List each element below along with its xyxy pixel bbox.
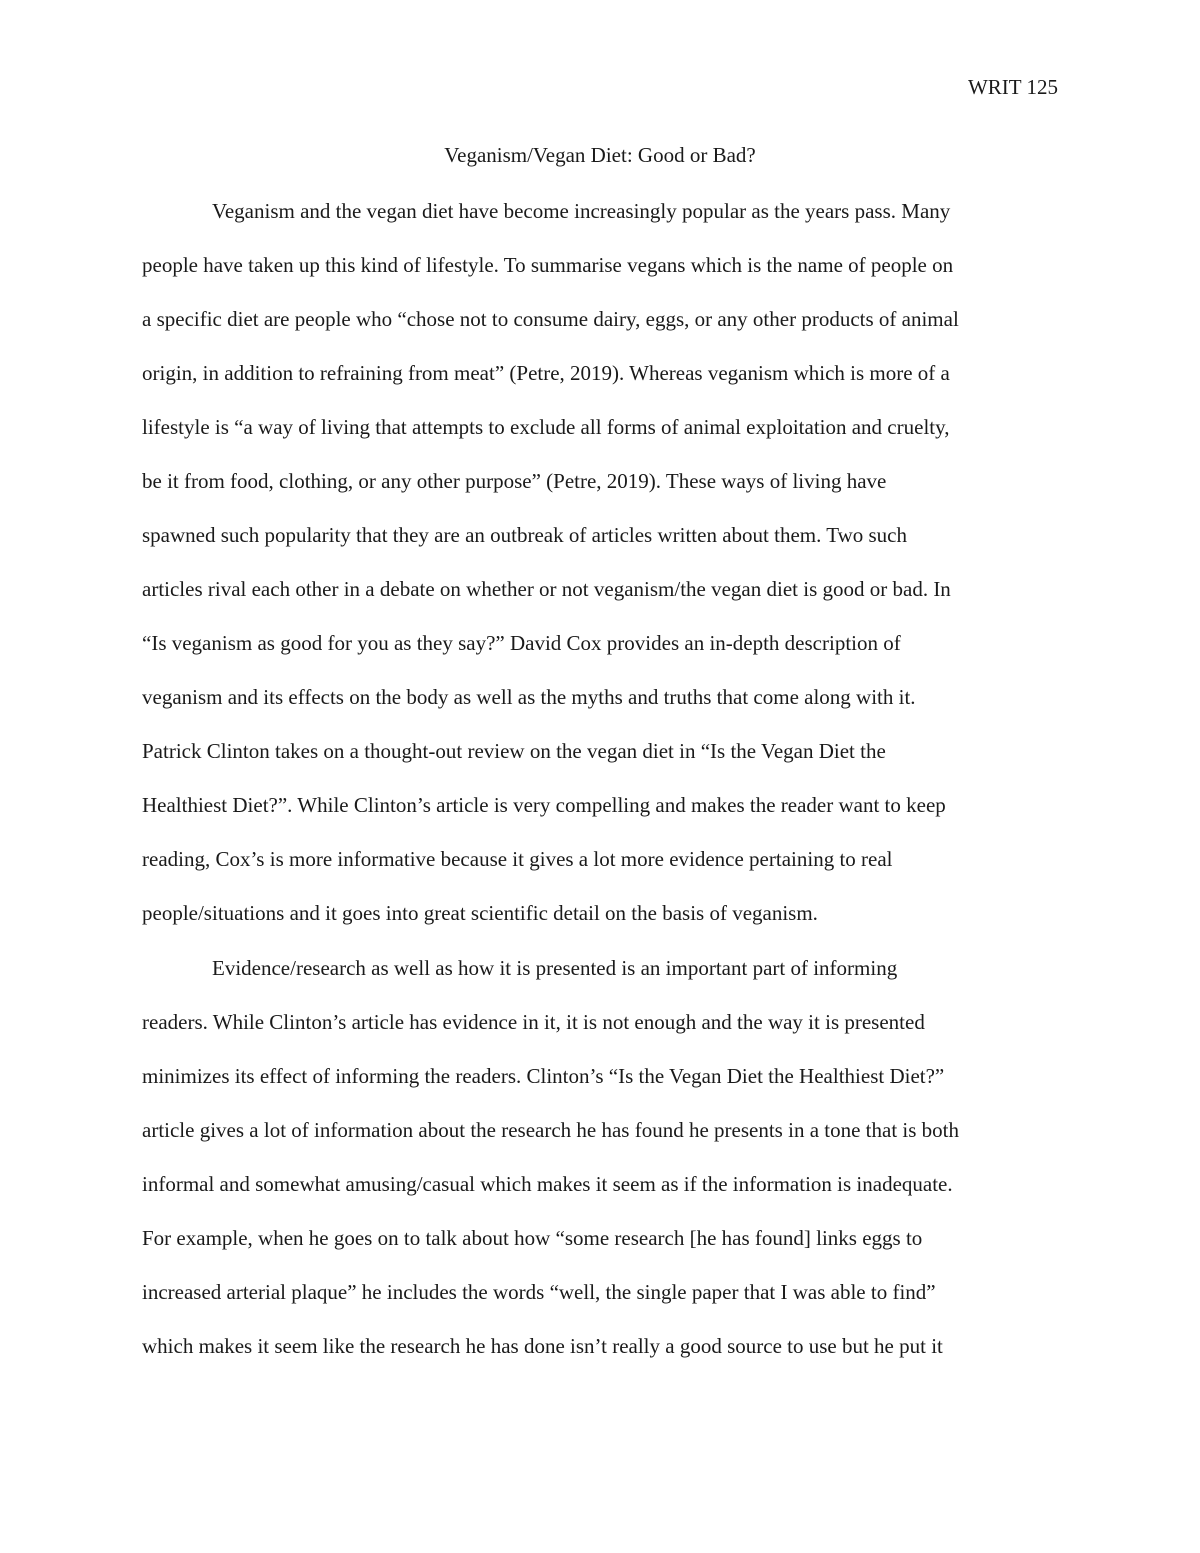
running-head: WRIT 125 xyxy=(967,75,1058,99)
paragraph-2-line-8: which makes it seem like the research he has done isn’t really a good source to use but he put it xyxy=(142,1334,943,1358)
paragraph-2-line-6: For example, when he goes on to talk about how “some research [he has found] links eggs to xyxy=(142,1226,923,1250)
paragraph-1-line-1: Veganism and the vegan diet have become increasingly popular as the years pass. Many xyxy=(212,199,951,223)
paragraph-1-line-4: origin, in addition to refraining from meat” (Petre, 2019). Whereas veganism which is more of a xyxy=(142,361,950,385)
paragraph-1-line-9: “Is veganism as good for you as they say?” David Cox provides an in-depth description of xyxy=(142,631,901,655)
paragraph-1-line-2: people have taken up this kind of lifestyle. To summarise vegans which is the name of people on xyxy=(142,253,954,277)
paragraph-2-line-4: article gives a lot of information about the research he has found he presents in a tone that is both xyxy=(142,1118,960,1142)
paragraph-1-line-13: reading, Cox’s is more informative because it gives a lot more evidence pertaining to real xyxy=(142,847,893,871)
paragraph-1-line-14: people/situations and it goes into great scientific detail on the basis of veganism. xyxy=(142,901,818,925)
paragraph-2-line-7: increased arterial plaque” he includes the words “well, the single paper that I was able to find” xyxy=(142,1280,936,1304)
paragraph-2-line-1: Evidence/research as well as how it is presented is an important part of informing xyxy=(212,956,898,980)
paragraph-1-line-8: articles rival each other in a debate on whether or not veganism/the vegan diet is good or bad. In xyxy=(142,577,951,601)
paragraph-1-line-11: Patrick Clinton takes on a thought-out review on the vegan diet in “Is the Vegan Diet the xyxy=(142,739,886,763)
paragraph-1-line-3: a specific diet are people who “chose not to consume dairy, eggs, or any other products of animal xyxy=(142,307,959,331)
paragraph-1-line-7: spawned such popularity that they are an outbreak of articles written about them. Two such xyxy=(142,523,908,547)
paragraph-1-line-12: Healthiest Diet?”. While Clinton’s article is very compelling and makes the reader want to keep xyxy=(142,793,946,817)
paragraph-2-line-2: readers. While Clinton’s article has evidence in it, it is not enough and the way it is presented xyxy=(142,1010,925,1034)
essay-title: Veganism/Vegan Diet: Good or Bad? xyxy=(444,143,756,167)
paragraph-1-line-10: veganism and its effects on the body as well as the myths and truths that come along with it. xyxy=(142,685,916,709)
paragraph-2-line-3: minimizes its effect of informing the readers. Clinton’s “Is the Vegan Diet the Healthiest Diet?” xyxy=(142,1064,945,1088)
paragraph-2-line-5: informal and somewhat amusing/casual which makes it seem as if the information is inadequate. xyxy=(142,1172,953,1196)
paragraph-1-line-6: be it from food, clothing, or any other purpose” (Petre, 2019). These ways of living have xyxy=(142,469,887,493)
paragraph-1-line-5: lifestyle is “a way of living that attempts to exclude all forms of animal exploitation and cruelty, xyxy=(142,415,950,439)
